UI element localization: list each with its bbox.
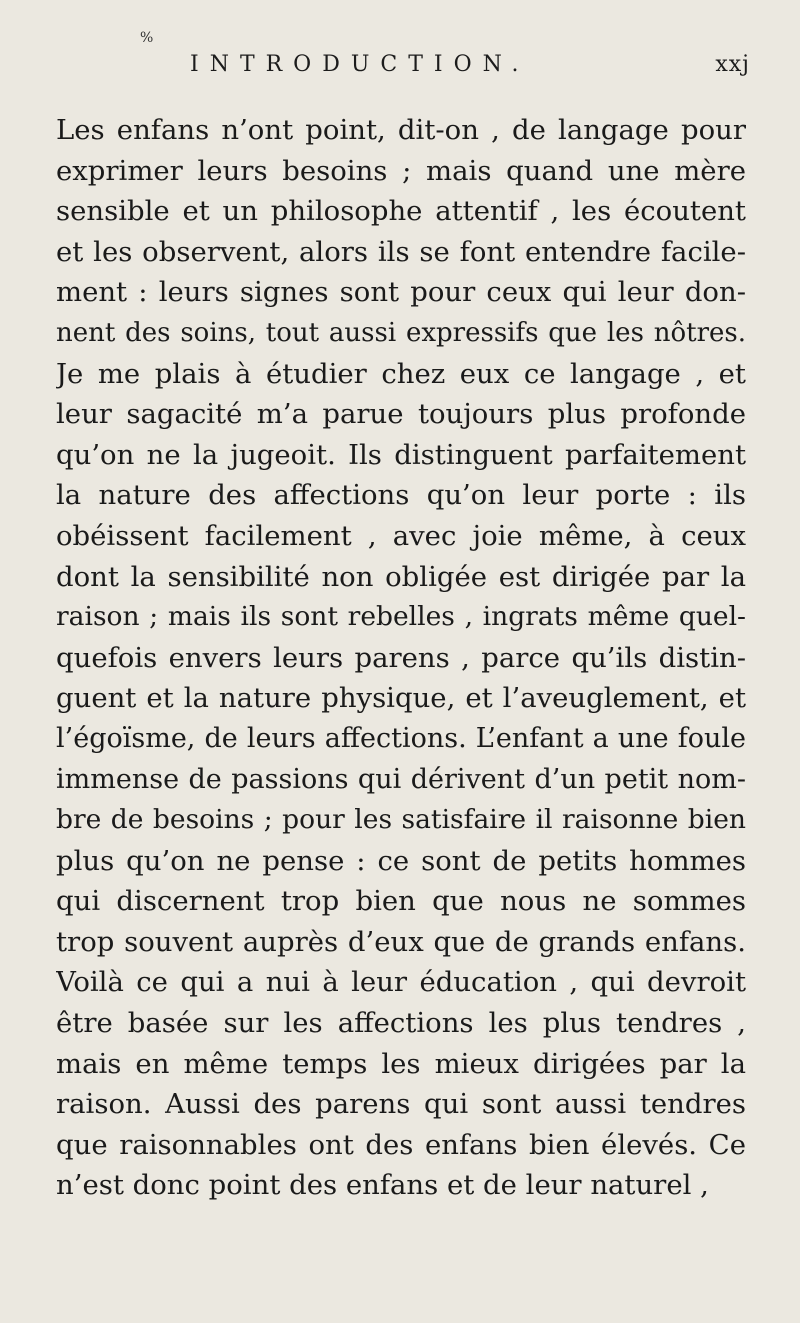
text-line: Les enfans n’ont point, dit-on , de langage pour [56, 114, 746, 146]
text-line: mais en même temps les mieux dirigées par la [56, 1047, 746, 1080]
text-line: raison. Aussi des parens qui sont aussi tendres [56, 1088, 746, 1121]
text-line: Je me plais à étudier chez eux ce langage , et [56, 357, 746, 390]
text-line: exprimer leurs besoins ; mais quand une mère [56, 154, 746, 187]
text-line: Voilà ce qui a nui à leur éducation , qui devroit [56, 966, 746, 999]
text-line: nent des soins, tout aussi expressifs que les nôtres. [56, 317, 746, 348]
text-line: dont la sensibilité non obligée est dirigée par la [56, 560, 746, 593]
page-header [190, 52, 750, 92]
text-line: bre de besoins ; pour les satisfaire il raisonne bien [56, 804, 746, 836]
body-text [56, 110, 746, 1206]
text-line: que raisonnables ont des enfans bien élevés. Ce [56, 1128, 746, 1161]
text-line: qu’on ne la jugeoit. Ils distinguent parfaitement [56, 438, 746, 471]
text-line: sensible et un philosophe attentif , les écoutent [56, 195, 746, 228]
text-line: obéissent facilement , avec joie même, à ceux [56, 519, 746, 552]
running-title: INTRODUCTION. [190, 52, 530, 77]
text-line: plus qu’on ne pense : ce sont de petits hommes [56, 844, 746, 877]
text-line: ment : leurs signes sont pour ceux qui leur don- [56, 276, 746, 309]
text-line: immense de passions qui dérivent d’un petit nom- [56, 763, 746, 795]
text-line: leur sagacité m’a parue toujours plus profonde [56, 398, 746, 431]
text-line: n’est donc point des enfans et de leur naturel , [56, 1169, 709, 1202]
stray-ink-mark: % [140, 30, 154, 46]
text-line: trop souvent auprès d’eux que de grands enfans. [56, 925, 746, 958]
text-line: quefois envers leurs parens , parce qu’ils distin- [56, 641, 746, 674]
page-number: xxj [715, 52, 750, 77]
text-line: raison ; mais ils sont rebelles , ingrats même quel- [56, 601, 746, 633]
text-line: guent et la nature physique, et l’aveuglement, et [56, 682, 746, 715]
text-line: et les observent, alors ils se font entendre facile- [56, 235, 746, 268]
text-line: être basée sur les affections les plus tendres , [56, 1007, 746, 1040]
text-line: la nature des affections qu’on leur porte : ils [56, 479, 746, 512]
text-line: qui discernent trop bien que nous ne sommes [56, 885, 746, 918]
text-line: l’égoïsme, de leurs affections. L’enfant a une foule [56, 722, 746, 754]
